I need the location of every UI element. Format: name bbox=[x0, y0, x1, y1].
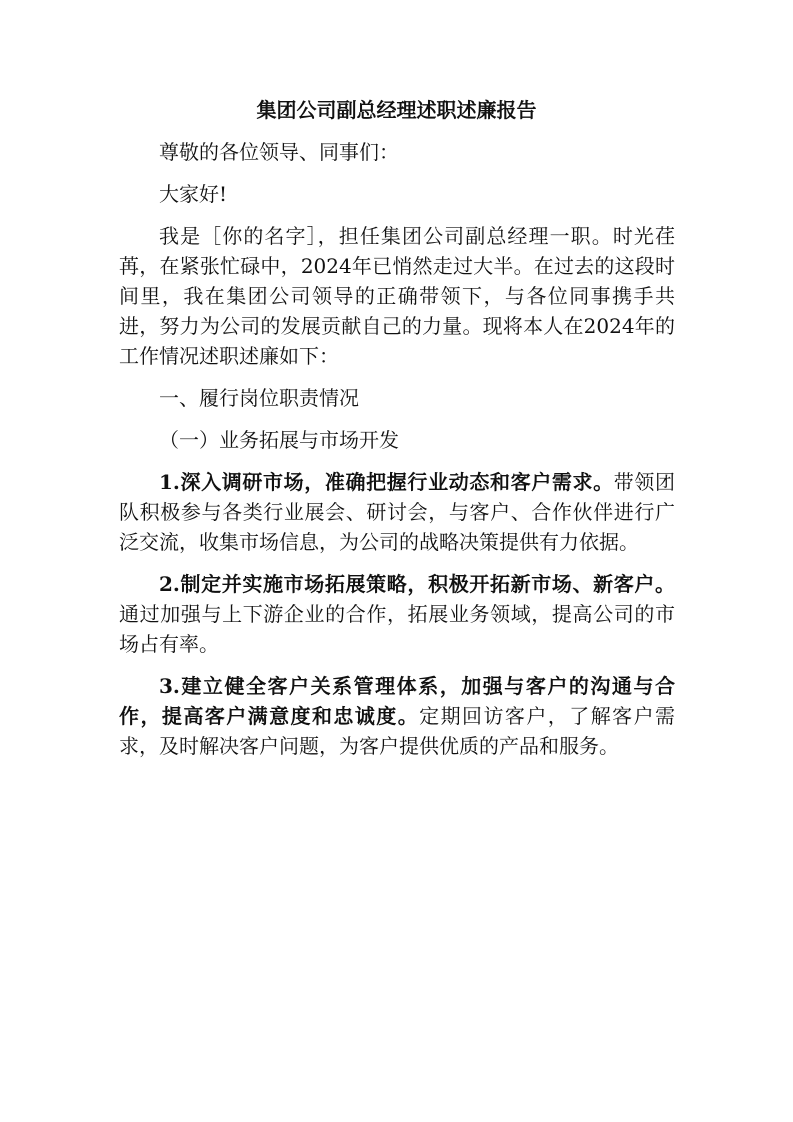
list-item bbox=[119, 569, 675, 659]
list-item-lead: 3.建立健全客户关系管理体系，加强与客户的沟通与合作，提高客户满意度和忠诚度。 bbox=[119, 674, 675, 728]
list-item bbox=[119, 671, 675, 761]
list-item-lead: 2.制定并实施市场拓展策略，积极开拓新市场、新客户。 bbox=[159, 572, 675, 596]
salutation: 尊敬的各位领导、同事们： bbox=[159, 140, 399, 164]
list-item-lead: 1.深入调研市场，准确把握行业动态和客户需求。 bbox=[159, 470, 614, 494]
greeting: 大家好! bbox=[159, 182, 228, 206]
document-title: 集团公司副总经理述职述廉报告 bbox=[256, 98, 537, 122]
document-body bbox=[119, 137, 675, 773]
list-item bbox=[119, 467, 675, 557]
intro-paragraph: 我是［你的名字］，担任集团公司副总经理一职。时光荏苒，在紧张忙碌中，2024年已悄然走过大半。在过去的这段时间里，我在集团公司领导的正确带领下，与各位同事携手共进，努力为公司的发展贡献自己的力量。现将本人在2024年的工作情况述职述廉如下： bbox=[119, 224, 675, 368]
subsection-heading: （一）业务拓展与市场开发 bbox=[159, 428, 399, 452]
section-heading: 一、履行岗位职责情况 bbox=[159, 386, 359, 410]
list-item-text: 通过加强与上下游企业的合作，拓展业务领域，提高公司的市场占有率。 bbox=[119, 602, 675, 656]
list-item-text: 定期回访客户，了解客户需求，及时解决客户问题，为客户提供优质的产品和服务。 bbox=[119, 704, 676, 758]
list-item-text: 带领团队积极参与各类行业展会、研讨会，与客户、合作伙伴进行广泛交流，收集市场信息，为公司的战略决策提供有力依据。 bbox=[119, 470, 675, 554]
